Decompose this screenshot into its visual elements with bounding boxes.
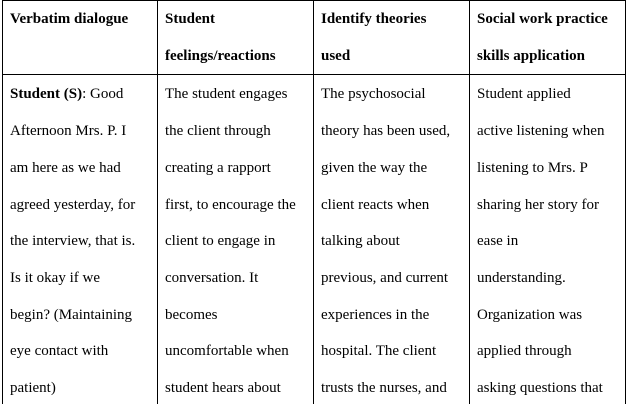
feelings-line: client to engage in [165,233,276,250]
cell-skills [470,75,626,404]
theories-line: trusts the nurses, and [321,380,447,397]
theories-line: client reacts when [321,196,430,213]
table-row [3,75,626,404]
theories-line: The psychosocial [321,86,426,103]
cell-feelings [158,75,314,404]
theories-line: given the way the [321,159,428,176]
skills-line: Organization was [477,306,583,323]
feelings-line: uncomfortable when [165,343,289,360]
theories-line: previous, and current [321,269,449,286]
dialogue-line: Is it okay if we [10,269,100,286]
dialogue-line [10,76,153,113]
header-student-feelings [158,1,314,75]
skills-line: listening to Mrs. P [477,159,588,176]
dialogue-line: begin? (Maintaining [10,306,133,323]
header-line: used [321,47,351,64]
header-line: feelings/reactions [165,47,276,64]
skills-line: Student applied [477,86,571,103]
dialogue-line: agreed yesterday, for [10,196,136,213]
header-identify-theories [314,1,470,75]
dialogue-line: the interview, that is. [10,233,136,250]
cell-theories [314,75,470,404]
header-line: Student [165,11,216,27]
header-line: Verbatim dialogue [10,11,129,27]
dialogue-line: eye contact with [10,343,109,360]
skills-line: asking questions that [477,380,603,397]
feelings-line: conversation. It [165,269,259,286]
header-line: Social work practice [477,11,608,27]
dialogue-line: am here as we had [10,159,121,176]
cell-dialogue [3,75,158,404]
dialogue-line: Afternoon Mrs. P. I [10,123,127,140]
feelings-line: creating a rapport [165,159,271,176]
skills-line: applied through [477,343,572,360]
table-header-row [3,1,626,75]
feelings-line: the client through [165,123,271,140]
process-recording-table [2,0,626,404]
feelings-line: becomes [165,306,218,323]
feelings-line: student hears about [165,380,281,397]
header-verbatim-dialogue [3,1,158,75]
theories-line: experiences in the [321,306,430,323]
feelings-line: The student engages [165,86,288,103]
theories-line: theory has been used, [321,123,451,140]
dialogue-line: patient) [10,380,56,397]
header-line: skills application [477,47,585,64]
skills-line: ease in [477,233,519,250]
skills-line: understanding. [477,269,566,286]
theories-line: talking about [321,233,400,250]
skills-line: sharing her story for [477,196,600,213]
speaker-label: Student (S) [10,86,83,103]
dialogue-text: : Good [82,86,124,103]
feelings-line: first, to encourage the [165,196,296,213]
skills-line: active listening when [477,123,605,140]
header-line: Identify theories [321,11,427,27]
theories-line: hospital. The client [321,343,437,360]
header-practice-skills [470,1,626,75]
